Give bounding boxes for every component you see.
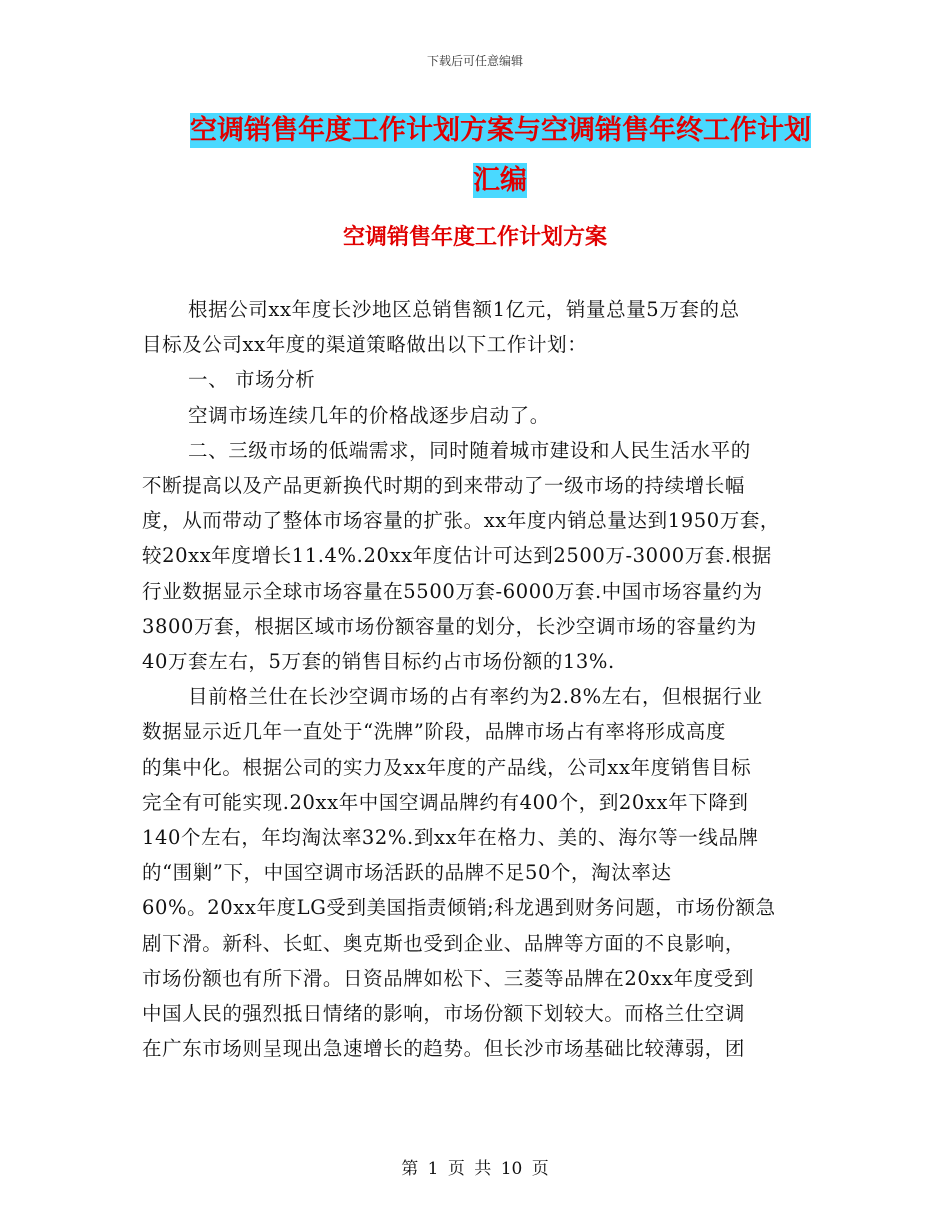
document-title-highlight-1: 空调销售年度工作计划方案与空调销售年终工作计划 xyxy=(190,115,811,146)
document-title-highlight-2: 汇编 xyxy=(473,165,527,196)
body-line: 完全有可能实现.20xx年中国空调品牌约有400个，到20xx年下降到 xyxy=(142,790,749,814)
body-line: 数据显示近几年一直处于“洗牌”阶段，品牌市场占有率将形成高度 xyxy=(142,720,726,744)
body-line: 3800万套，根据区域市场份额容量的划分，长沙空调市场的容量约为 xyxy=(142,614,757,638)
body-line: 不断提高以及产品更新换代时期的到来带动了一级市场的持续增长幅 xyxy=(142,474,746,498)
body-line: 市场份额也有所下滑。日资品牌如松下、三菱等品牌在20xx年度受到 xyxy=(142,966,755,990)
body-line: 空调市场连续几年的价格战逐步启动了。 xyxy=(188,403,550,427)
body-line: 的“围剿”下，中国空调市场活跃的品牌不足50个，淘汰率达 xyxy=(142,861,672,885)
section-title: 空调销售年度工作计划方案 xyxy=(342,225,607,250)
body-line: 二、三级市场的低端需求，同时随着城市建设和人民生活水平的 xyxy=(188,438,751,462)
page-number-footer: 第 1 页 共 10 页 xyxy=(401,1159,549,1179)
body-line: 在广东市场则呈现出急速增长的趋势。但长沙市场基础比较薄弱，团 xyxy=(142,1037,746,1061)
body-line: 140个左右，年均淘汰率32%.到xx年在格力、美的、海尔等一线品牌 xyxy=(142,826,759,850)
body-line: 剧下滑。新科、长虹、奥克斯也受到企业、品牌等方面的不良影响， xyxy=(142,931,746,955)
body-line: 中国人民的强烈抵日情绪的影响，市场份额下划较大。而格兰仕空调 xyxy=(142,1002,746,1026)
body-line: 40万套左右，5万套的销售目标约占市场份额的13%. xyxy=(142,650,615,674)
body-line: 度，从而带动了整体市场容量的扩张。xx年度内销总量达到1950万套， xyxy=(142,509,781,533)
body-text xyxy=(142,292,817,1066)
body-line: 目标及公司xx年度的渠道策略做出以下工作计划： xyxy=(142,333,588,357)
document-title-line-1 xyxy=(190,108,810,154)
body-line: 60%。20xx年度LG受到美国指责倾销;科龙遇到财务问题，市场份额急 xyxy=(142,896,776,920)
body-line: 行业数据显示全球市场容量在5500万套-6000万套.中国市场容量约为 xyxy=(142,579,763,603)
body-line: 的集中化。根据公司的实力及xx年度的产品线，公司xx年度销售目标 xyxy=(142,755,752,779)
body-line: 一、 市场分析 xyxy=(188,368,316,392)
body-line: 根据公司xx年度长沙地区总销售额1亿元，销量总量5万套的总 xyxy=(188,298,740,321)
document-title-line-2 xyxy=(190,158,810,204)
body-line: 目前格兰仕在长沙空调市场的占有率约为2.8%左右，但根据行业 xyxy=(188,685,763,709)
header-note: 下载后可任意编辑 xyxy=(426,54,523,68)
document-title xyxy=(190,108,810,204)
body-line: 较20xx年度增长11.4%.20xx年度估计可达到2500万-3000万套.根据 xyxy=(142,544,772,568)
